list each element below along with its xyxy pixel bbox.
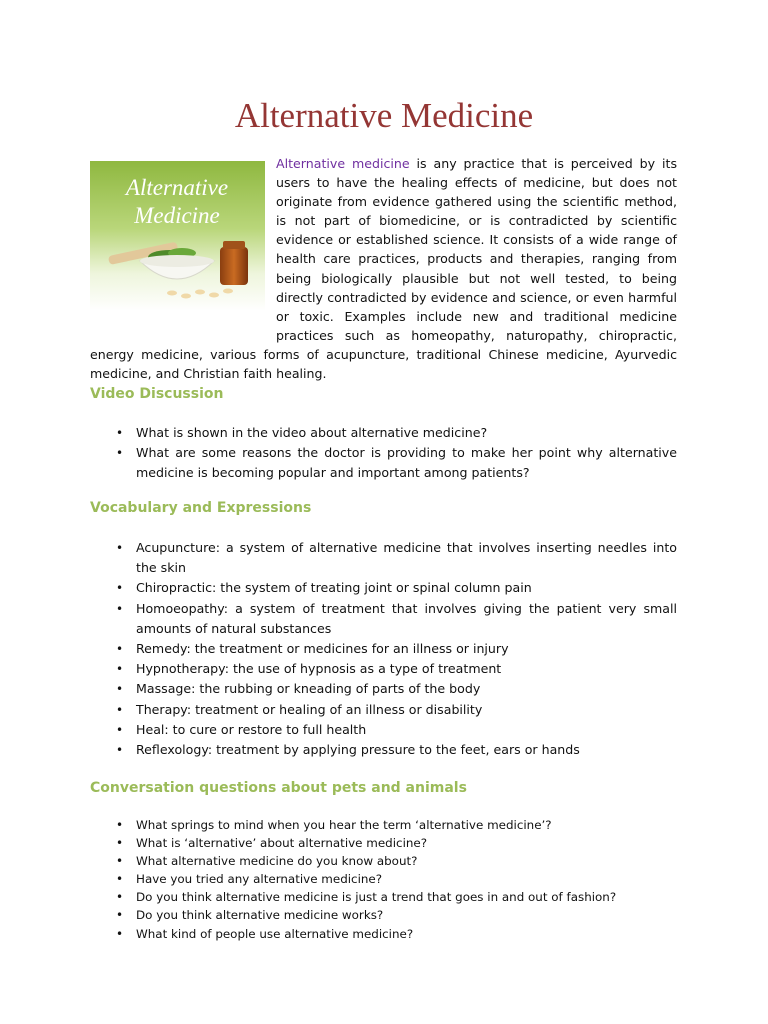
bullet-glyph: • [116, 682, 124, 697]
bullet-glyph: • [116, 926, 124, 941]
list-item [90, 679, 677, 699]
bullet-glyph: • [116, 601, 124, 616]
list-item [90, 740, 677, 760]
list-item [90, 443, 677, 483]
bullet-glyph: • [116, 581, 124, 596]
page-title: Alternative Medicine [234, 96, 534, 135]
list-item-text: Hypnotherapy: the use of hypnosis as a type of treatment [136, 661, 502, 677]
bullet-glyph: • [116, 872, 124, 887]
conversation-heading: Conversation questions about pets and animals [90, 780, 467, 796]
list-item [90, 639, 677, 659]
image-caption-line1: Alternative [125, 175, 229, 200]
list-item [90, 538, 677, 578]
list-item-text: Heal: to cure or restore to full health [136, 721, 367, 737]
list-item-text: Do you think alternative medicine works? [136, 908, 384, 923]
bullet-glyph: • [116, 662, 124, 677]
vocabulary-heading: Vocabulary and Expressions [90, 500, 312, 516]
bullet-glyph: • [116, 890, 124, 905]
list-item [90, 834, 677, 852]
list-item [90, 816, 677, 834]
intro-lead-term: Alternative medicine [276, 156, 410, 171]
list-item-text: What are some reasons the doctor is providing to make her point why alternative medicine is becoming popular and important among patients? [136, 445, 677, 481]
list-item [90, 888, 677, 906]
list-item-text: Acupuncture: a system of alternative medicine that involves inserting needles into the skin [136, 540, 677, 576]
intro-text: is any practice that is perceived by its users to have the healing effects of medicine, but does not originate from evidence gathered using the scientific method, is not part of biomedicine, or is contradicted by scientific evidence or established science. It consists of a wide range of health care practices, products and therapies, ranging from being biologically plausible but not well tested, to being directly contradicted by evidence and science, or even harmful or toxic. Examples include new and traditional medicine practices such as homeopathy, naturopathy, chiropractic, energy medicine, various forms of acupuncture, traditional Chinese medicine, Ayurvedic medicine, and Christian faith healing. [90, 156, 678, 382]
bullet-glyph: • [116, 908, 124, 923]
bullet-glyph: • [116, 541, 124, 555]
list-item [90, 423, 677, 443]
list-item-text: Massage: the rubbing or kneading of parts of the body [136, 681, 481, 697]
list-item [90, 925, 677, 943]
image-caption-line2: Medicine [134, 203, 220, 228]
list-item [90, 700, 677, 720]
list-item-text: Chiropractic: the system of treating joint or spinal column pain [136, 580, 532, 596]
bullet-glyph: • [116, 702, 124, 717]
bullet-glyph: • [116, 854, 124, 869]
list-item-text: What kind of people use alternative medicine? [136, 926, 414, 941]
list-item-text: Homoeopathy: a system of treatment that involves giving the patient very small amounts of natural substances [136, 600, 677, 636]
list-item-text: Remedy: the treatment or medicines for an illness or injury [136, 641, 509, 657]
list-item-text: What springs to mind when you hear the term ‘alternative medicine’? [136, 818, 552, 832]
video-discussion-list [90, 423, 677, 484]
list-item-text: What is ‘alternative’ about alternative medicine? [136, 836, 428, 851]
bullet-glyph: • [116, 426, 124, 440]
vocabulary-list [90, 538, 677, 760]
bullet-glyph: • [116, 743, 124, 758]
bullet-glyph: • [116, 446, 124, 461]
bullet-glyph: • [116, 836, 124, 851]
list-item-text: What alternative medicine do you know about? [136, 854, 418, 869]
list-item [90, 870, 677, 888]
bullet-glyph: • [116, 722, 124, 737]
list-item [90, 720, 677, 740]
list-item [90, 906, 677, 924]
list-item [90, 599, 677, 639]
list-item [90, 578, 677, 598]
list-item-text: Have you tried any alternative medicine? [136, 872, 383, 887]
list-item-text: Do you think alternative medicine is just a trend that goes in and out of fashion? [136, 890, 617, 905]
list-item-text: Therapy: treatment or healing of an illness or disability [136, 701, 483, 717]
bullet-glyph: • [116, 642, 124, 657]
conversation-questions-list [90, 816, 677, 943]
video-discussion-heading: Video Discussion [90, 386, 224, 402]
bullet-glyph: • [116, 818, 124, 832]
intro-paragraph [90, 154, 677, 383]
image-float-spacer [90, 154, 276, 326]
list-item [90, 659, 677, 679]
list-item-text: What is shown in the video about alternative medicine? [136, 425, 488, 440]
list-item-text: Reflexology: treatment by applying pressure to the feet, ears or hands [136, 742, 580, 758]
list-item [90, 852, 677, 870]
